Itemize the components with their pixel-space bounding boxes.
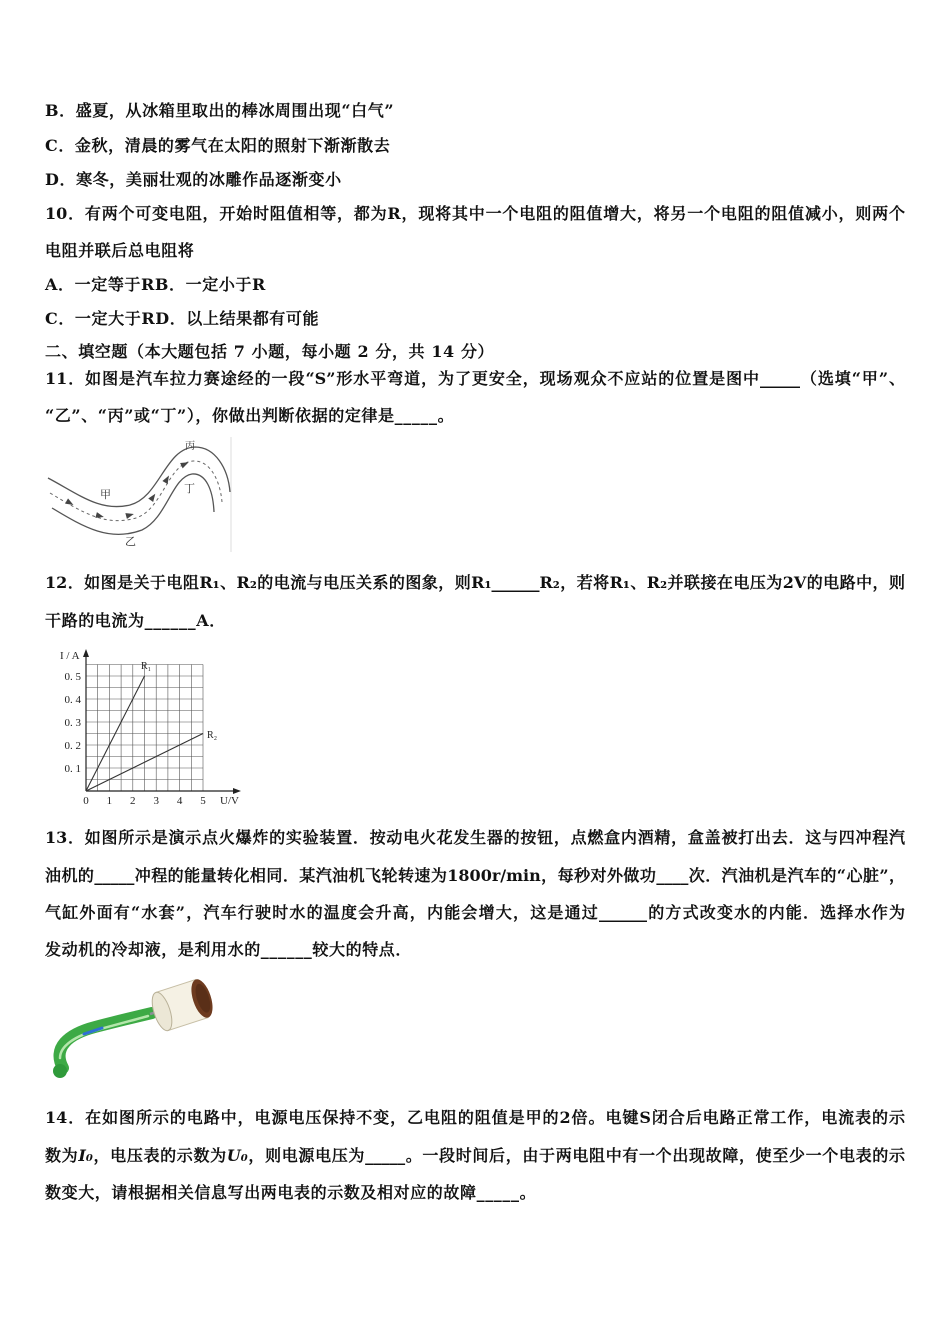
x-tick-label: 2 (130, 795, 136, 807)
x-axis-arrow-icon (233, 788, 241, 794)
chart-grid (86, 665, 203, 792)
q14-line1: 14．在如图所示的电路中，电源电压保持不变，乙电阻的阻值是甲的2倍。电键S闭合后电路正常工作，电流表的示 (45, 1108, 905, 1127)
road-centerline (50, 461, 222, 521)
q9-option-c: C．金秋，清晨的雾气在太阳的照射下渐渐散去 (45, 136, 391, 155)
q10-options-line1: A．一定等于RB．一定小于R (45, 275, 266, 294)
q11-line2: “乙”、“丙”或“丁”），你做出判断依据的定律是_____。 (45, 406, 455, 425)
s-curve-road-figure (45, 437, 233, 553)
q13-line4: 发动机的冷却液，是利用水的______较大的特点． (45, 940, 413, 959)
q14-current-symbol: I₀ (78, 1146, 93, 1165)
y-axis-arrow-icon (83, 649, 89, 657)
igniter-handle-end (53, 1064, 67, 1078)
label-yi: 乙 (125, 535, 136, 548)
q13-line2: 油机的_____冲程的能量转化相同．某汽油机飞轮转速为1800r/min，每秒对外做功____次．汽油机是汽车的“心脏”， (45, 866, 905, 885)
q14-line2 (45, 1146, 905, 1166)
q12-line2: 干路的电流为______A． (45, 611, 226, 630)
y-tick-label: 0. 2 (64, 740, 81, 752)
q10-stem-line2: 电阻并联后总电阻将 (45, 241, 195, 260)
q9-option-b: B．盛夏，从冰箱里取出的棒冰周围出现“白气” (45, 101, 395, 120)
y-tick-label: 0. 5 (64, 671, 81, 683)
q14-line2-text-a: 数为 (45, 1146, 79, 1165)
y-tick-label: 0. 3 (64, 717, 81, 729)
series-label-r2: R₂ (207, 730, 218, 741)
label-bing: 丙 (185, 441, 195, 452)
direction-arrow-icon (148, 492, 158, 502)
current-voltage-chart (55, 645, 245, 815)
y-axis-label: I / A (60, 650, 80, 662)
q14-line3: 数变大，请根据相关信息写出两电表的示数及相对应的故障_____。 (45, 1183, 537, 1202)
x-tick-label: 3 (153, 795, 159, 807)
q13-line1: 13．如图所示是演示点火爆炸的实验装置．按动电火花发生器的按钮，点燃盒内酒精，盒盖被打出去．这与四冲程汽 (45, 828, 905, 847)
label-jia: 甲 (100, 488, 111, 501)
y-tick-label: 0. 1 (64, 763, 81, 775)
q9-option-d: D．寒冬，美丽壮观的冰雕作品逐渐变小 (45, 170, 342, 189)
alcohol-box (148, 977, 216, 1033)
q14-voltage-symbol: U₀ (226, 1146, 248, 1165)
x-tick-label: 5 (200, 795, 206, 807)
x-tick-label: 1 (106, 795, 113, 807)
y-tick-label: 0. 4 (64, 694, 81, 706)
direction-arrow-icon (125, 511, 134, 519)
q11-line1: 11．如图是汽车拉力赛途经的一段“S”形水平弯道，为了更安全，现场观众不应站的位置是图中_____（选填“甲”、 (45, 369, 905, 388)
x-tick-label: 0 (83, 795, 89, 807)
series-label-r1: R₁ (141, 661, 152, 672)
q12-line1: 12．如图是关于电阻R₁、R₂的电流与电压关系的图象，则R₁______R₂，若将R₁、R₂并联接在电压为2V的电路中，则 (45, 573, 905, 592)
q10-options-line2: C．一定大于RD．以上结果都有可能 (45, 309, 320, 328)
q13-line3: 气缸外面有“水套”，汽车行驶时水的温度会升高，内能会增大，这是通过______的方式改变水的内能．选择水作为 (45, 903, 905, 922)
label-ding: 丁 (184, 482, 195, 495)
x-tick-label: 4 (176, 795, 183, 807)
q10-stem-line1: 10．有两个可变电阻，开始时阻值相等，都为R，现将其中一个电阻的阻值增大，将另一个电阻的阻值减小，则两个 (45, 204, 905, 223)
q14-line2-text-c: ，则电源电压为_____。一段时间后，由于两电阻中有一个出现故障，使至少一个电表的示 (247, 1146, 905, 1165)
q14-line2-text-b: ，电压表的示数为 (92, 1146, 227, 1165)
section-heading: 二、填空题（本大题包括 7 小题，每小题 2 分，共 14 分） (45, 342, 495, 361)
direction-arrow-icon (95, 512, 104, 520)
spark-igniter-figure (48, 965, 223, 1083)
x-axis-label: U/V (220, 795, 239, 807)
direction-arrow-icon (180, 460, 190, 469)
